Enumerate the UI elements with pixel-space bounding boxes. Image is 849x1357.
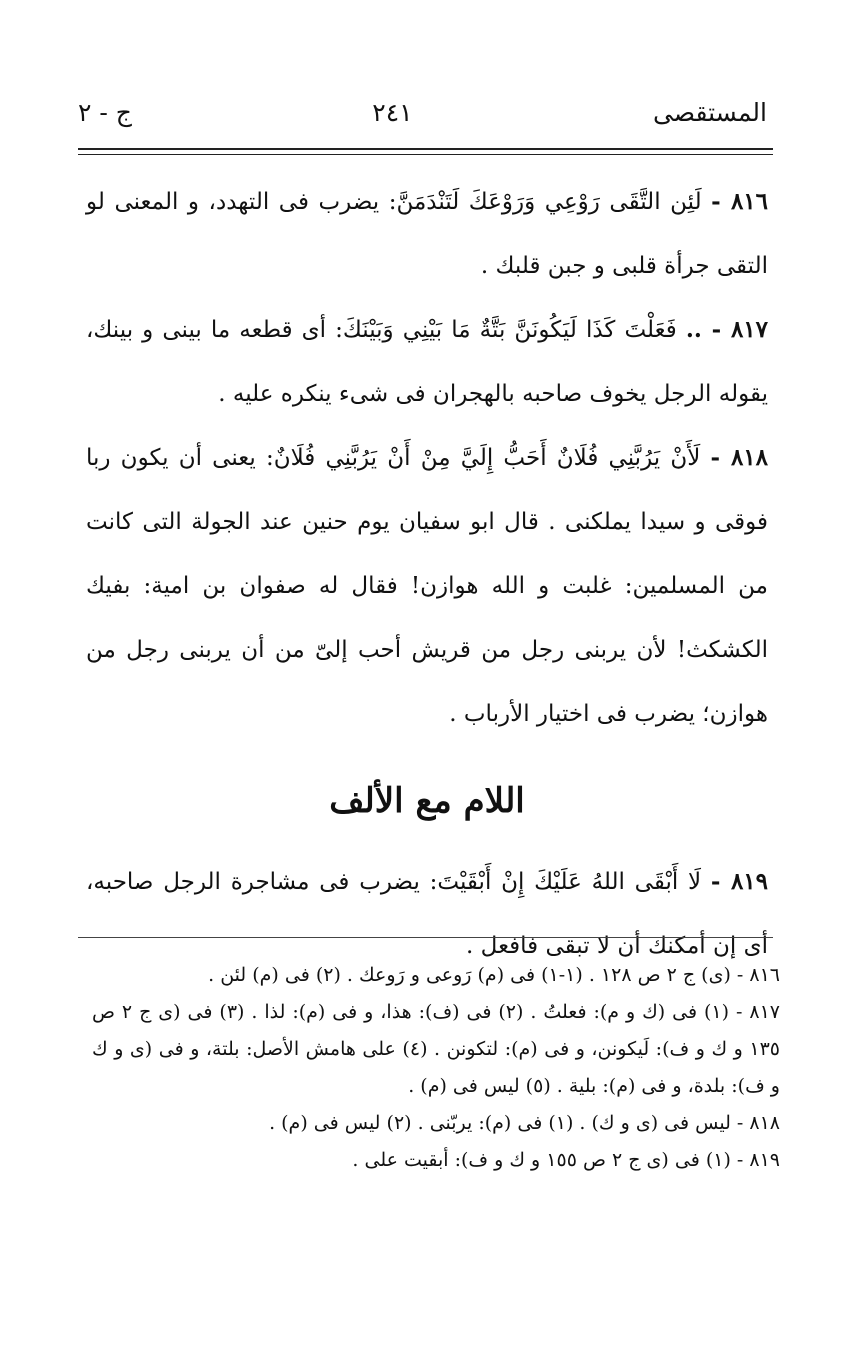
entry-number: ٨١٩ - <box>710 868 768 895</box>
entry-text: لَأَنْ يَرُبَّنِي فُلَانٌ أَحَبُّ إِلَيَّ مِنْ أَنْ يَرُبَّنِي فُلَانٌ: يعنى أن يكون ربا فوقى و سيدا يملكنى . قال ابو سفيان يوم حنين عند الجولة التى كانت من المسلمين: غلبت و الله هوازن! فقال له صفوان بن امية: بفيك الكشكث! لأن يربنى رجل من قريش أحب إلىّ من أن يربنى رجل من هوازن؛ يضرب فى اختيار الأرباب . <box>86 445 768 727</box>
proverb-entry <box>86 170 768 298</box>
footnote: ٨١٨ - ليس فى (ى و ك) . (١) فى (م): يربّنى . (٢) ليس فى (م) . <box>269 1112 780 1134</box>
running-header <box>78 92 767 132</box>
header-rule-thin <box>78 154 773 155</box>
footnote-separator <box>78 937 773 938</box>
header-rule-thick <box>78 148 773 150</box>
footnote: ٨١٧ - (١) فى (ك و م): فعلتُ . (٢) فى (ف): هذا، و فى (م): لذا . (٣) فى (ى ج ٢ ص ١٣٥ و ك و ف): لَيكونن، و فى (م): لتكونن . (٤) على هامش الأصل: بلتة، و فى (ى و ك و ف): بلدة، و فى (م): بلية . (٥) ليس فى (م) . <box>92 1001 780 1097</box>
volume-label: ج - ٢ <box>78 97 132 127</box>
footnotes <box>92 957 780 1179</box>
proverb-entry <box>86 426 768 746</box>
proverb-entry <box>86 298 768 426</box>
main-text <box>86 170 768 978</box>
entry-text: فَعَلْتَ كَذَا لَيَكُونَنَّ بَتَّةٌ مَا بَيْنِي وَبَيْنَكَ: أى قطعه ما بينى و بينك، يقوله الرجل يخوف صاحبه بالهجران فى شىء ينكره عليه . <box>86 317 768 407</box>
entry-number: ٨١٧ - .. <box>685 316 769 343</box>
entry-number: ٨١٦ - <box>711 188 769 215</box>
entry-text: لَا أَبْقَى اللهُ عَلَيْكَ إِنْ أَبْقَيْتَ: يضرب فى مشاجرة الرجل صاحبه، أى إن أمكنك أن لا تبقى فافعل . <box>86 869 768 959</box>
entry-text: لَئِن التَّقَى رَوْعِي وَرَوْعَكَ لَتَنْدَمَنَّ: يضرب فى التهدد، و المعنى لو التقى جرأة قلبى و جبن قلبك . <box>86 189 768 279</box>
footnote: ٨١٦ - (ى) ج ٢ ص ١٢٨ . (١-١) فى (م) رَوعى و رَوعك . (٢) فى (م) لئن . <box>208 964 780 986</box>
book-title: المستقصى <box>652 97 767 127</box>
entry-number: ٨١٨ - <box>710 444 768 471</box>
section-heading: اللام مع الألف <box>329 781 525 821</box>
footnote: ٨١٩ - (١) فى (ى ج ٢ ص ١٥٥ و ك و ف): أبقيت على . <box>352 1149 780 1171</box>
page-number: ٢٤١ <box>372 97 413 127</box>
